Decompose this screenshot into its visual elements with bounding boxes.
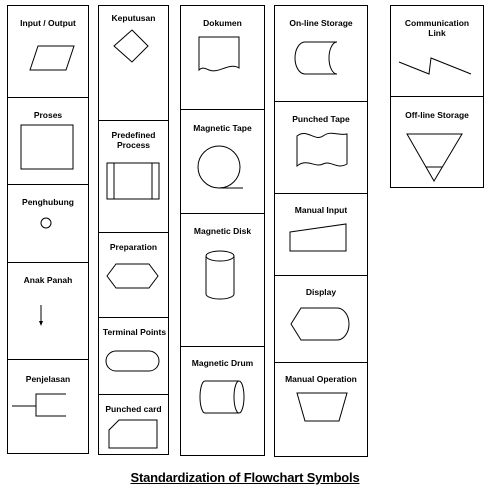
cell-display	[275, 275, 367, 362]
document-symbol	[181, 6, 266, 109]
column-communication-symbols	[390, 5, 484, 188]
magnetic-tape-symbol	[181, 110, 266, 214]
magnetic-disk-symbol	[181, 214, 266, 347]
symbol-label: Predefined Process	[111, 130, 156, 150]
symbol-label: Proses	[33, 110, 63, 120]
manual-operation-symbol	[275, 363, 369, 459]
cell-magnetic-tape	[181, 109, 264, 213]
process-symbol	[8, 98, 90, 185]
symbol-label: Keputusan	[111, 13, 156, 23]
cell-preparation	[99, 232, 168, 317]
cell-magnetic-drum	[181, 346, 264, 457]
symbol-label: Terminal Points	[102, 327, 167, 337]
column-basic-symbols	[7, 5, 89, 454]
symbol-label: Input / Output	[20, 18, 76, 28]
cell-manual-input	[275, 193, 367, 275]
predefined-process-symbol	[99, 121, 170, 233]
cell-input-output	[8, 6, 88, 97]
symbol-label: On-line Storage	[289, 18, 353, 28]
symbol-label: Communication Link	[404, 18, 470, 38]
symbol-label: Punched card	[105, 404, 162, 414]
symbol-label: Punched Tape	[292, 114, 350, 124]
manual-input-symbol	[275, 194, 369, 276]
symbol-label: Manual Operation	[285, 374, 357, 384]
symbol-label: Manual Input	[294, 205, 348, 215]
cell-magnetic-disk	[181, 213, 264, 346]
cell-keputusan	[99, 6, 168, 120]
punched-tape-symbol	[275, 102, 369, 194]
decision-symbol	[99, 6, 170, 120]
cell-penghubung	[8, 184, 88, 262]
arrow-symbol	[8, 263, 90, 360]
column-process-symbols	[98, 5, 169, 455]
on-line-storage-symbol	[275, 6, 369, 101]
preparation-symbol	[99, 233, 170, 318]
cell-off-line-storage	[391, 96, 483, 189]
symbol-label: Preparation	[109, 242, 158, 252]
cell-terminal-points	[99, 317, 168, 394]
annotation-symbol	[8, 360, 90, 456]
cell-proses	[8, 97, 88, 184]
magnetic-drum-symbol	[181, 347, 266, 458]
off-line-storage-symbol	[391, 97, 485, 190]
input-output-symbol	[8, 6, 90, 97]
symbol-label: Magnetic Disk	[193, 226, 252, 236]
cell-communication-link	[391, 6, 483, 96]
cell-anak-panah	[8, 262, 88, 359]
symbol-label: Dokumen	[203, 18, 242, 28]
symbol-label: Magnetic Drum	[191, 358, 254, 368]
symbol-label: Magnetic Tape	[193, 123, 252, 133]
communication-link-symbol	[391, 6, 485, 96]
column-storage-symbols	[180, 5, 265, 456]
column-io-symbols	[274, 5, 368, 457]
symbol-label: Penjelasan	[25, 374, 71, 384]
symbol-label: Anak Panah	[23, 275, 73, 285]
connector-symbol	[8, 185, 90, 263]
cell-on-line-storage	[275, 6, 367, 101]
cell-punched-tape	[275, 101, 367, 193]
symbol-label: Off-line Storage	[405, 110, 469, 120]
cell-predefined-process	[99, 120, 168, 232]
cell-penjelasan	[8, 359, 88, 455]
figure-caption: Standardization of Flowchart Symbols	[130, 470, 360, 485]
symbol-label: Display	[305, 287, 337, 297]
cell-dokumen	[181, 6, 264, 109]
terminal-symbol	[99, 318, 170, 395]
cell-punched-card	[99, 394, 168, 456]
symbol-label: Penghubung	[22, 197, 74, 207]
punched-card-symbol	[99, 395, 170, 457]
cell-manual-operation	[275, 362, 367, 458]
display-symbol	[275, 276, 369, 363]
